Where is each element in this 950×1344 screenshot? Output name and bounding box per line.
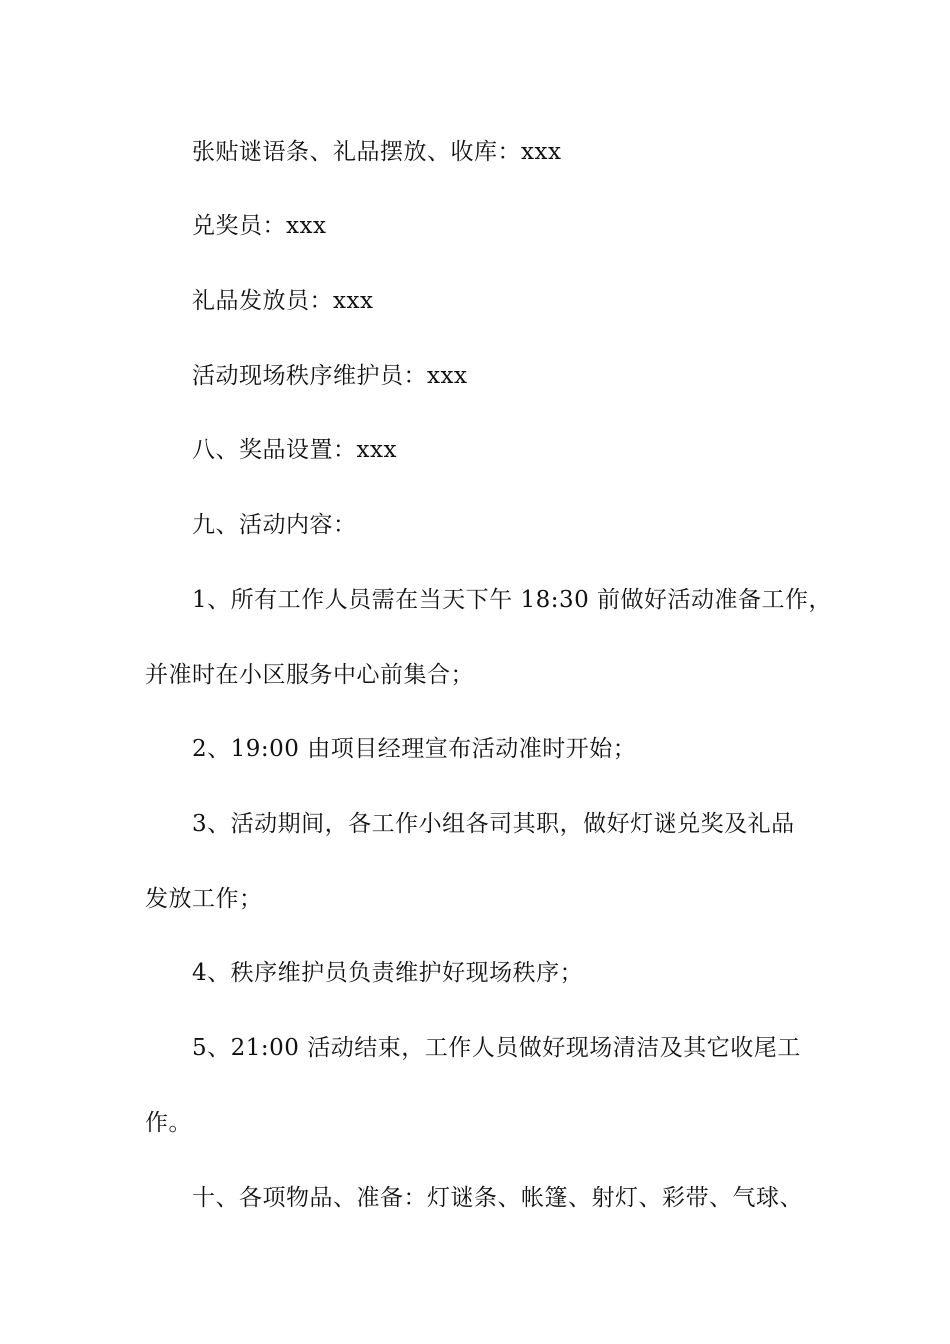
section-heading-prizes: 八、奖品设置：xxx [192,437,397,463]
text-line-gift-distributor: 礼品发放员：xxx [192,288,374,314]
section-heading-activities: 九、活动内容： [192,512,357,538]
text-line-order-keeper: 活动现场秩序维护员：xxx [192,363,468,389]
text-line-prize-redeemer: 兑奖员：xxx [192,213,327,239]
text-line-staff-posting: 张贴谜语条、礼品摆放、收库：xxx [192,139,562,165]
list-item-4: 4、秩序维护员负责维护好现场秩序； [192,960,584,986]
section-heading-materials: 十、各项物品、准备：灯谜条、帐篷、射灯、彩带、气球、 [192,1185,803,1211]
list-item-5-line-2: 作。 [145,1110,192,1136]
list-item-3-line-1: 3、活动期间，各工作小组各司其职，做好灯谜兑奖及礼品 [192,811,795,837]
list-item-3-line-2: 发放工作； [145,886,263,912]
list-item-2: 2、19:00 由项目经理宣布活动准时开始； [192,736,637,762]
list-item-1-line-2: 并准时在小区服务中心前集合； [145,662,474,688]
list-item-5-line-1: 5、21:00 活动结束，工作人员做好现场清洁及其它收尾工 [192,1035,801,1061]
list-item-1-line-1: 1、所有工作人员需在当天下午 18:30 前做好活动准备工作， [192,587,833,613]
